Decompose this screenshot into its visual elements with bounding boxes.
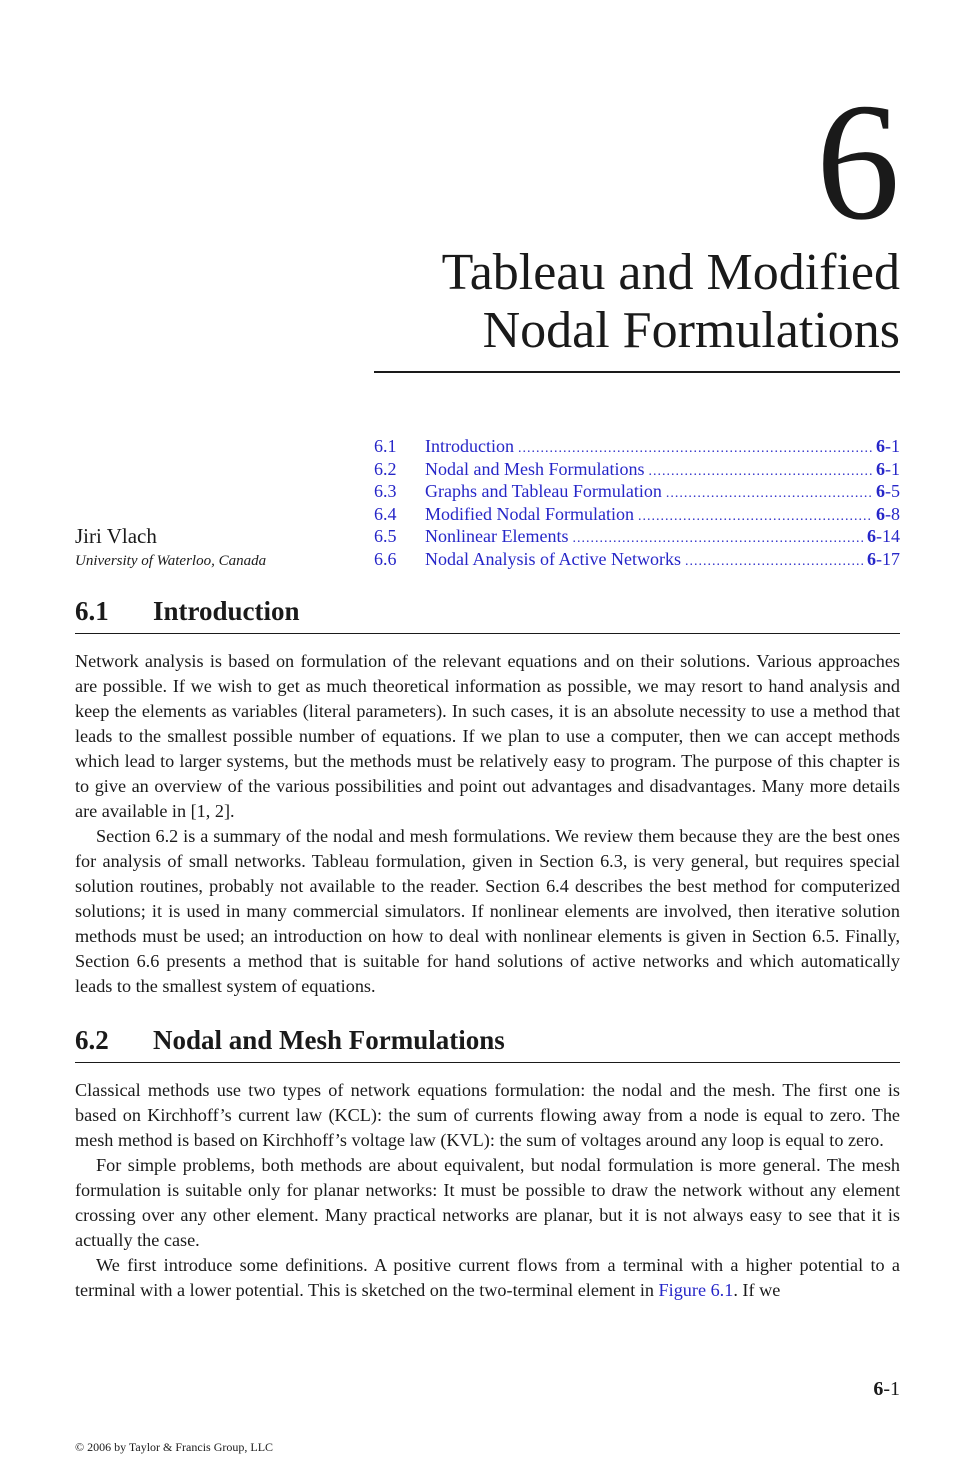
toc-item-nonlinear[interactable] (374, 526, 900, 549)
section-heading-introduction (75, 596, 900, 634)
toc-leader-dots (666, 486, 872, 502)
paragraph: For simple problems, both methods are about equivalent, but nodal formulation is more general. The mesh formulation is suitable only for planar networks: It must be possible to draw the network without any element crossing over any other element. Many practical networks are planar, but it is not always easy to see that it is actually the case. (75, 1155, 900, 1250)
toc-item-graphs-tableau[interactable] (374, 481, 900, 504)
toc-title: Nodal and Mesh Formulations (425, 458, 645, 479)
section-heading-nodal-mesh (75, 1025, 900, 1063)
toc-item-nodal-mesh[interactable] (374, 459, 900, 482)
toc-title: Modified Nodal Formulation (425, 503, 634, 524)
toc-number: 6.3 (374, 481, 397, 502)
toc-item-active-networks[interactable] (374, 549, 900, 572)
toc-number: 6.4 (374, 503, 397, 524)
toc-page: 6-17 (867, 548, 900, 569)
author-affiliation: University of Waterloo, Canada (75, 553, 267, 569)
section-number: 6.1 (75, 596, 109, 626)
toc-title: Nonlinear Elements (425, 526, 569, 547)
paragraph: Section 6.2 is a summary of the nodal and mesh formulations. We review them because they are the best ones for analysis of small networks. Tableau formulation, given in Section 6.3, is very general, but requires special solution routines, probably not available to the reader. Section 6.4 describes the best method for computerized solutions; it is used in many commercial simulators. If nonlinear elements are involved, then iterative solution methods must be used; an introduction on how to deal with nonlinear elements is given in Section 6.5. Finally, Section 6.6 presents a method that is suitable for hand solutions of active networks and which automatically leads to the smallest system of equations. (75, 826, 900, 996)
toc-number: 6.5 (374, 526, 397, 547)
author-block (75, 522, 266, 572)
author-name: Jiri Vlach (75, 524, 157, 548)
section-title: Nodal and Mesh Formulations (153, 1025, 505, 1055)
section-body-nodal-mesh (75, 1078, 900, 1303)
paragraph: Classical methods use two types of network equations formulation: the nodal and the mesh. The first one is based on Kirchhoff’s current law (KCL): the sum of currents flowing away from a node is equal to zero. The mesh method is based on Kirchhoff’s voltage law (KVL): the sum of voltages around any loop is equal to zero. (75, 1080, 900, 1150)
page-number: 6-1 (873, 1378, 900, 1400)
toc-number: 6.2 (374, 458, 397, 479)
paragraph: We first introduce some definitions. A positive current flows from a terminal with a higher potential to a terminal with a lower potential. This is sketched on the two-terminal element in Figure 6.1. If we (75, 1255, 900, 1300)
toc-page: 6-8 (876, 503, 900, 524)
toc-title: Introduction (425, 436, 514, 456)
section-body-introduction (75, 649, 900, 999)
section-number: 6.2 (75, 1025, 109, 1055)
toc-title: Graphs and Tableau Formulation (425, 481, 662, 502)
paragraph: Network analysis is based on formulation of the relevant equations and on their solutions. Various approaches are possible. If we wish to get as much theoretical information as possible, we may resort to hand analysis and keep the elements as variables (literal parameters). In such cases, it is an absolute necessity to use a method that leads to the smallest possible number of equations. If we plan to use a computer, then we can accept methods which lead to larger systems, but the methods must be relatively easy to program. The purpose of this chapter is to give an overview of the various possibilities and point out advantages and disadvantages. Many more details are available in [1, 2]. (75, 651, 900, 821)
section-title: Introduction (153, 596, 300, 626)
chapter-title (340, 244, 900, 360)
chapter-title-line-1: Tableau and Modified (441, 244, 900, 301)
toc-number: 6.1 (374, 436, 397, 456)
toc-page: 6-5 (876, 481, 900, 502)
chapter-number: 6 (816, 69, 900, 255)
title-rule (374, 371, 900, 373)
toc-item-modified-nodal[interactable] (374, 504, 900, 527)
table-of-contents (374, 436, 900, 572)
toc-number: 6.6 (374, 548, 397, 569)
toc-page: 6-1 (876, 436, 900, 456)
toc-item-introduction[interactable] (374, 436, 900, 459)
toc-leader-dots (638, 509, 872, 525)
toc-page: 6-1 (876, 458, 900, 479)
toc-leader-dots (572, 531, 863, 547)
toc-leader-dots (648, 464, 872, 480)
chapter-title-line-2: Nodal Formulations (482, 302, 900, 359)
figure-6-1-link[interactable]: Figure 6.1 (658, 1280, 734, 1300)
toc-leader-dots (685, 554, 863, 570)
toc-leader-dots (518, 441, 872, 457)
toc-title: Nodal Analysis of Active Networks (425, 548, 681, 569)
toc-page: 6-14 (867, 526, 900, 547)
copyright-notice: © 2006 by Taylor & Francis Group, LLC (75, 1440, 274, 1454)
